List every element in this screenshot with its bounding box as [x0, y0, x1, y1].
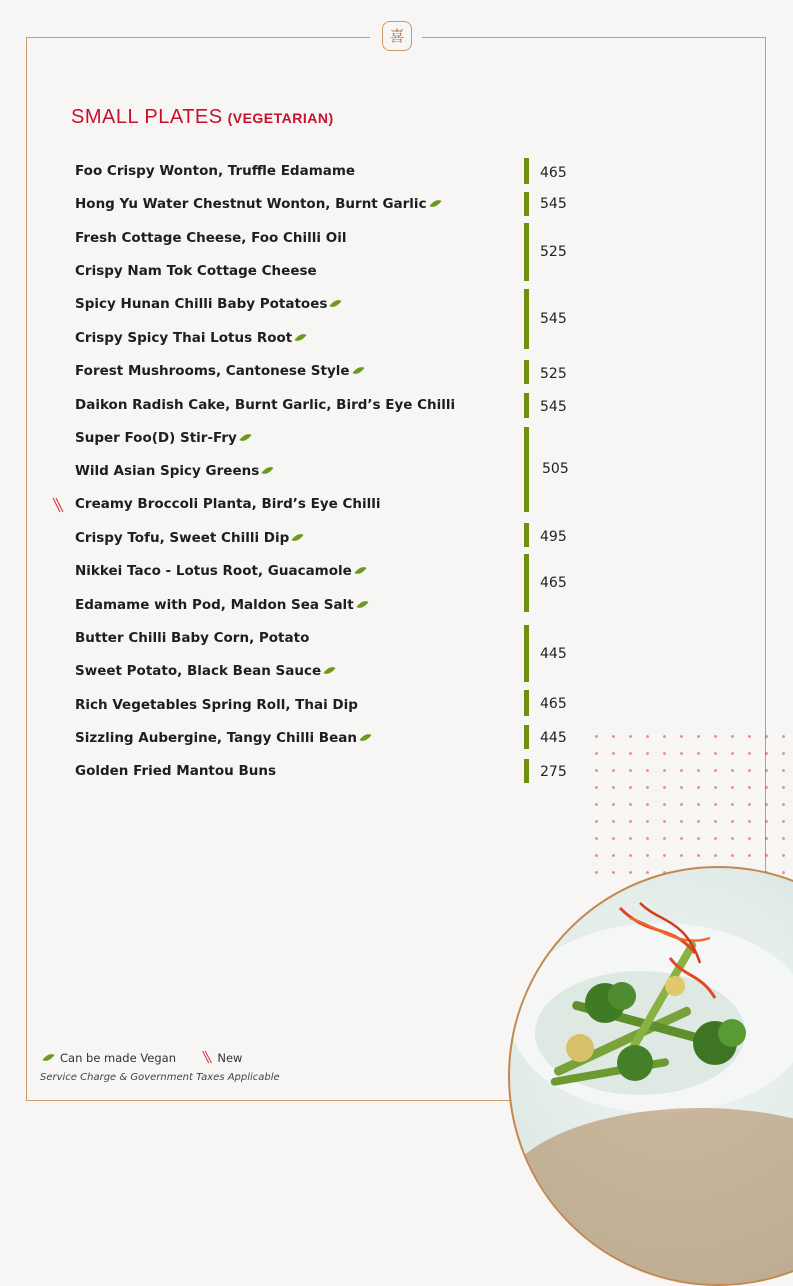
price-bar	[524, 223, 529, 281]
price: 465	[540, 575, 567, 591]
price: 505	[542, 461, 569, 477]
price-bar	[524, 289, 529, 349]
decorative-dot-pattern	[588, 728, 793, 888]
price-bar	[524, 158, 529, 184]
menu-item: Hong Yu Water Chestnut Wonton, Burnt Garlic	[75, 196, 439, 212]
menu-item: Spicy Hunan Chilli Baby Potatoes	[75, 296, 339, 312]
footer-note: Service Charge & Government Taxes Applicable	[40, 1072, 280, 1083]
price-bar	[524, 360, 529, 384]
price: 445	[540, 646, 567, 662]
menu-item: Crispy Spicy Thai Lotus Root	[75, 330, 304, 346]
menu-item: Super Foo(D) Stir-Fry	[75, 430, 249, 446]
menu-item: Nikkei Taco - Lotus Root, Guacamole	[75, 563, 364, 579]
menu-item: Wild Asian Spicy Greens	[75, 463, 271, 479]
price-bar	[524, 393, 529, 418]
price: 465	[540, 165, 567, 181]
legend-new-label: New	[217, 1051, 243, 1065]
menu-item: Forest Mushrooms, Cantonese Style	[75, 363, 362, 379]
price-bar	[524, 759, 529, 783]
menu-item: Foo Crispy Wonton, Truffle Edamame	[75, 163, 356, 179]
price-bar	[524, 523, 529, 547]
section-title-main: SMALL PLATES	[71, 106, 223, 128]
price: 545	[540, 311, 567, 327]
price: 445	[540, 730, 567, 746]
emblem-logo: 喜	[382, 21, 412, 51]
menu-item: Butter Chilli Baby Corn, Potato	[75, 630, 310, 646]
price: 545	[540, 399, 567, 415]
menu-item: Creamy Broccoli Planta, Bird’s Eye Chilli	[75, 496, 381, 512]
price: 275	[540, 764, 567, 780]
price: 465	[540, 696, 567, 712]
price: 495	[540, 529, 567, 545]
price-bar	[524, 690, 529, 716]
legend	[45, 1050, 242, 1065]
price-bar	[524, 725, 529, 749]
section-title	[71, 106, 334, 129]
menu-item: Daikon Radish Cake, Burnt Garlic, Bird’s Eye Chilli	[75, 397, 456, 413]
menu-item: Crispy Tofu, Sweet Chilli Dip	[75, 530, 301, 546]
chopsticks-icon	[51, 497, 65, 513]
legend-vegan-label: Can be made Vegan	[60, 1051, 177, 1065]
menu-item: Golden Fried Mantou Buns	[75, 763, 277, 779]
section-title-sub: (VEGETARIAN)	[227, 110, 334, 126]
menu-item: Crispy Nam Tok Cottage Cheese	[75, 263, 317, 279]
menu-item: Rich Vegetables Spring Roll, Thai Dip	[75, 697, 358, 713]
price-bar	[524, 192, 529, 216]
price: 525	[540, 244, 567, 260]
menu-item: Sizzling Aubergine, Tangy Chilli Bean	[75, 730, 369, 746]
menu-item: Sweet Potato, Black Bean Sauce	[75, 663, 333, 679]
price: 525	[540, 366, 567, 382]
chopsticks-icon	[200, 1050, 214, 1064]
leaf-icon	[42, 1051, 54, 1064]
price-bar	[524, 625, 529, 682]
menu-item: Edamame with Pod, Maldon Sea Salt	[75, 597, 366, 613]
price-bar	[524, 427, 529, 512]
price: 545	[540, 196, 567, 212]
price-bar	[524, 554, 529, 612]
menu-item: Fresh Cottage Cheese, Foo Chilli Oil	[75, 230, 347, 246]
